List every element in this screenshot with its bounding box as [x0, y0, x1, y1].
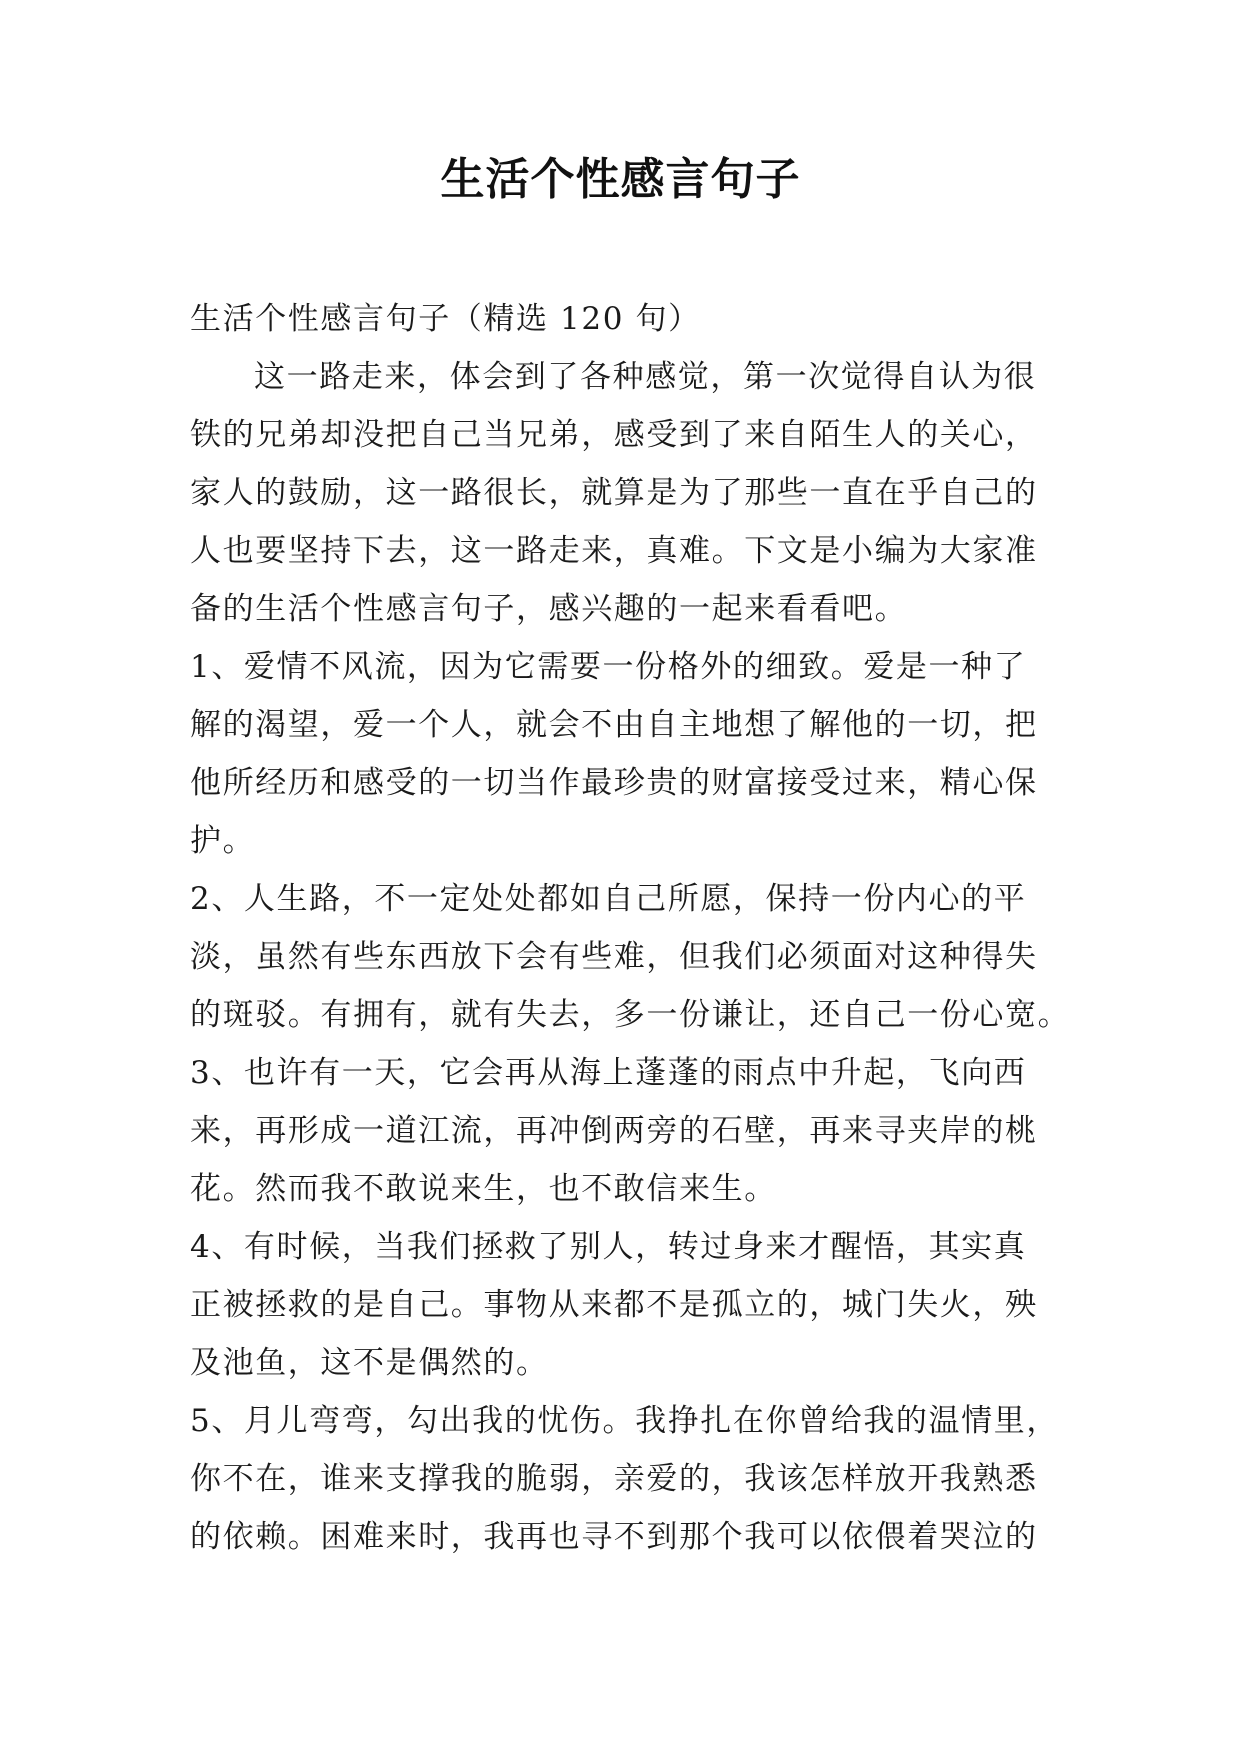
item-2-line: 2、人生路，不一定处处都如自己所愿，保持一份内心的平 [190, 881, 1027, 917]
item-2-line: 的斑驳。有拥有，就有失去，多一份谦让，还自己一份心宽。 [190, 997, 1071, 1033]
item-1-line: 他所经历和感受的一切当作最珍贵的财富接受过来，精心保 [190, 765, 1038, 801]
document-title: 生活个性感言句子 [440, 154, 801, 205]
item-1-line: 1、爱情不风流，因为它需要一份格外的细致。爱是一种了 [190, 649, 1027, 685]
item-4-line: 正被拯救的是自己。事物从来都不是孤立的，城门失火，殃 [190, 1287, 1038, 1323]
intro-paragraph-line: 人也要坚持下去，这一路走来，真难。下文是小编为大家准 [190, 533, 1038, 569]
intro-paragraph-line: 铁的兄弟却没把自己当兄弟，感受到了来自陌生人的关心， [190, 417, 1038, 453]
item-5-line: 5、月儿弯弯，勾出我的忧伤。我挣扎在你曾给我的温情里， [190, 1403, 1059, 1439]
item-3-line: 来，再形成一道江流，再冲倒两旁的石壁，再来寻夹岸的桃 [190, 1113, 1038, 1149]
intro-paragraph-line: 备的生活个性感言句子，感兴趣的一起来看看吧。 [190, 591, 908, 627]
item-2-line: 淡，虽然有些东西放下会有些难，但我们必须面对这种得失 [190, 939, 1038, 975]
intro-paragraph-line: 家人的鼓励，这一路很长，就算是为了那些一直在乎自己的 [190, 475, 1038, 511]
item-3-line: 3、也许有一天，它会再从海上蓬蓬的雨点中升起，飞向西 [190, 1055, 1027, 1091]
item-4-line: 及池鱼，这不是偶然的。 [190, 1345, 549, 1381]
item-3-line: 花。然而我不敢说来生，也不敢信来生。 [190, 1171, 777, 1207]
item-4-line: 4、有时候，当我们拯救了别人，转过身来才醒悟，其实真 [190, 1229, 1027, 1265]
item-5-line: 的依赖。困难来时，我再也寻不到那个我可以依偎着哭泣的 [190, 1519, 1038, 1555]
document-body [190, 290, 1071, 1566]
item-5-line: 你不在，谁来支撑我的脆弱，亲爱的，我该怎样放开我熟悉 [190, 1461, 1038, 1497]
subtitle-line: 生活个性感言句子（精选 120 句） [190, 301, 701, 337]
item-1-line: 护。 [190, 823, 256, 859]
intro-paragraph-line: 这一路走来，体会到了各种感觉，第一次觉得自认为很 [254, 359, 1037, 395]
item-1-line: 解的渴望，爱一个人，就会不由自主地想了解他的一切，把 [190, 707, 1038, 743]
